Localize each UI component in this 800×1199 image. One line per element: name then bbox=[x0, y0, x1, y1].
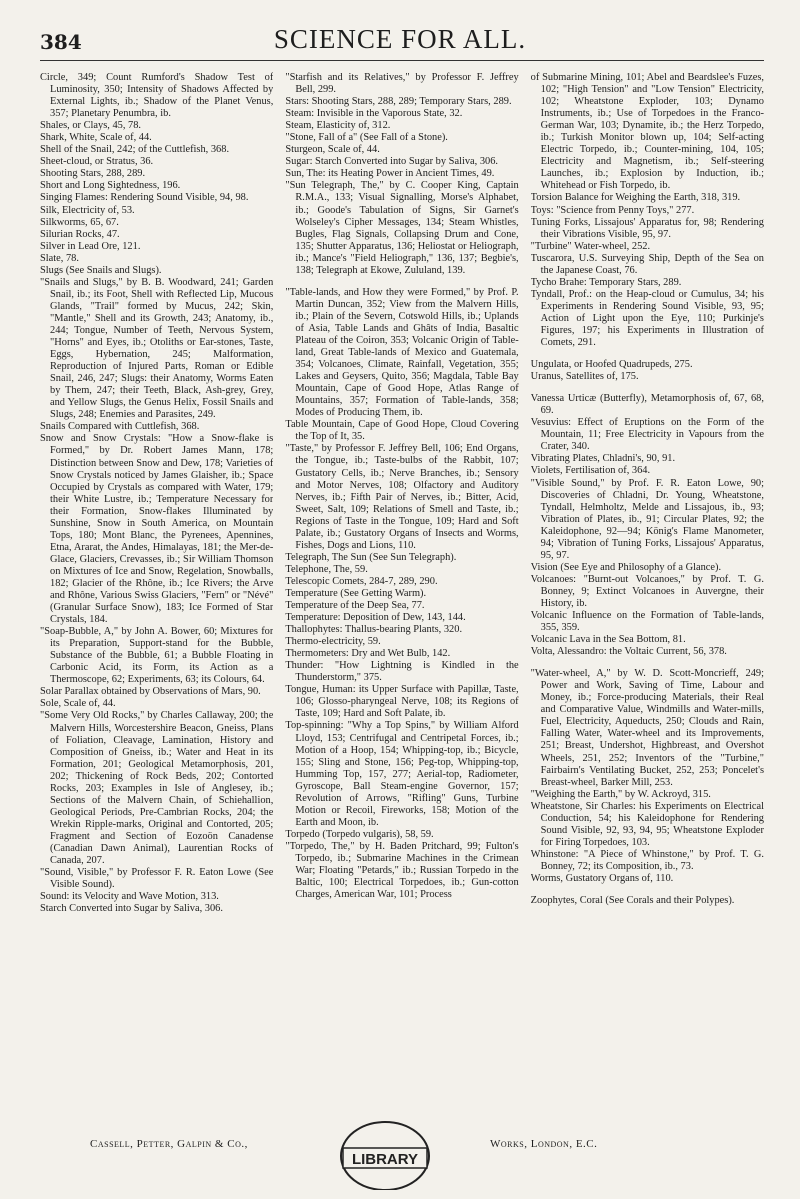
index-entry: Violets, Fertilisation of, 364. bbox=[530, 465, 651, 477]
index-entry: Starch Converted into Sugar by Saliva, 306. bbox=[40, 903, 223, 915]
index-entry: Tongue, Human: its Upper Surface with Papillæ, Taste, 106; Glosso-pharyngeal Nerve, 108; its Regions of Taste, 109; Hard and Soft Palate, ib. bbox=[285, 684, 519, 720]
index-entry: Tuscarora, U.S. Surveying Ship, Depth of the Sea on the Japanese Coast, 76. bbox=[530, 252, 764, 276]
index-entry: Zoophytes, Coral (See Corals and their Polypes). bbox=[530, 895, 735, 907]
index-entry: of Submarine Mining, 101; Abel and Beardslee's Fuzes, 102; "High Tension" and "Low Tension" Electricity, 102; Wheatstone Exploder, 103; Dynamo Instruments, ib.; Use of Torpedoes in the Franco-German War, 103; Dynamite, ib.; the Herz Torpedo, ib.; Turkish Monitor blown up, 104; Self-acting Electric Torpedo, ib.; Counter-mining, 104, 105; Electricity and Magnetism, ib.; Self-steering Launches, ib.; Explosion by Induction, ib.; Whitehead or Fish Torpedo, ib. bbox=[530, 72, 764, 192]
index-entry: Snow and Snow Crystals: "How a Snow-flake is Formed," by Dr. Robert James Mann, 178; Distinction between Snow and Dew, 178; Varieties of Snow Crystals noticed by James Glaisher, ib.; Space Occupied by Crystals as compared with Water, 179; their White Lustre, ib.; Temperature Necessary for their Formation, Snow-flakes Illuminated by Sunshine, Snow in South America, on Mountain Tops, 180; Mont Blanc, the Pyrenees, Apennines, Etna, Ararat, the Andes, Himalayas, 181; the Mer-de-Glace, Glaciers, Crevasses, ib.; Sir William Thomson on Mixtures of Ice and Snow, Regelation, Snowballs, 182; Glacier of the Rhône, ib.; Ice Rivers; the Arve and Rhône, Various Swiss Glaciers, "Fern" or "Névé" (Granular Surface Snow), 183; Ice Formed of Star Crystals, 184. bbox=[40, 433, 274, 626]
index-entry: Torpedo (Torpedo vulgaris), 58, 59. bbox=[285, 828, 434, 840]
header-rule bbox=[40, 60, 764, 61]
index-entry: Volcanoes: "Burnt-out Volcanoes," by Prof. T. G. Bonney, 9; Extinct Volcanoes in Auvergne, their History, ib. bbox=[530, 573, 764, 609]
index-entry: "Table-lands, and How they were Formed," by Prof. P. Martin Duncan, 352; View from the Malvern Hills, ib.; Plain of the Severn, Cotswold Hills, ib.; Uplands of Asia, Table Lands and Ghâts of India, Basaltic Plateau of the Coiron, 353; Volcanic Origin of Table-land, Great Table-lands of Mexico and Guatemala, 354; Volcanoes, Climate, Rainfall, Vegetation, 355; Lakes and Geysers, Quito, 356; Magdala, Table Bay Mountain, Cape of Good Hope, Atlas Range of Mountains, 357; Formation of Table-lands, 358; Modes of Producing Them, ib. bbox=[285, 286, 519, 419]
index-entry: Silver in Lead Ore, 121. bbox=[40, 240, 141, 252]
index-entry: "Sound, Visible," by Professor F. R. Eaton Lowe (See Visible Sound). bbox=[40, 867, 274, 891]
index-entry: Table Mountain, Cape of Good Hope, Cloud Covering the Top of It, 35. bbox=[285, 419, 519, 443]
index-entry: Thermometers: Dry and Wet Bulb, 142. bbox=[285, 648, 451, 660]
index-entry: Steam, Elasticity of, 312. bbox=[285, 120, 391, 132]
index-entry: Thallophytes: Thallus-bearing Plants, 320. bbox=[285, 624, 463, 636]
index-entry: "Torpedo, The," by H. Baden Pritchard, 99; Fulton's Torpedo, ib.; Submarine Machines in the Crimean War; Floating "Petards," ib.; Russian Torpedo in the Baltic, 100; Electrical Torpedoes, ib.; Gun-cotton Charges, American War, 101; Process bbox=[285, 840, 519, 901]
index-column-right bbox=[531, 72, 764, 1132]
index-entry: Tuning Forks, Lissajous' Apparatus for, 98; Rendering their Vibrations Visible, 95, 97. bbox=[530, 216, 764, 240]
index-entry: Vibrating Plates, Chladni's, 90, 91. bbox=[530, 453, 676, 465]
index-entry: "Taste," by Professor F. Jeffrey Bell, 106; End Organs, the Tongue, ib.; Taste-bulbs of the Rabbit, 107; Gustatory Cells, ib.; Nerve Branches, ib.; Sensory and Motor Nerves, 108; Olfactory and Auditory Nerves, ib.; Fifth Pair of Nerves, ib.; Bitter, Acid, Sweet, Salt, 109; Relations of Smell and Taste, ib.; Regions of Taste in the Tongue, 109; Hard and Soft Palate, ib.; Gustatory Organs of Insects and Worms, Fishes, Dogs and Lions, 110. bbox=[285, 443, 519, 551]
index-entry: Circle, 349; Count Rumford's Shadow Test of Luminosity, 350; Intensity of Shadows Affected by External Lights, ib.; Shadow of the Planet Venus, 357; Planetary Penumbra, ib. bbox=[40, 72, 274, 120]
index-entry: Torsion Balance for Weighing the Earth, 318, 319. bbox=[530, 192, 741, 204]
index-entry: Sugar: Starch Converted into Sugar by Saliva, 306. bbox=[285, 156, 499, 168]
index-entry: Shooting Stars, 288, 289. bbox=[40, 168, 146, 180]
index-entry: Sole, Scale of, 44. bbox=[40, 698, 116, 710]
page-number: 384 bbox=[40, 30, 82, 54]
index-entry: Tyndall, Prof.: on the Heap-cloud or Cumulus, 34; his Experiments in Rendering Sound Visible, 93, 95; Action of Light upon the Eye, 110; Purkinje's Figures, 197; his Experiments in Illustration of Comets, 291. bbox=[530, 288, 764, 349]
index-entry: Silk, Electricity of, 53. bbox=[40, 204, 135, 216]
index-entry: Tycho Brahe: Temporary Stars, 289. bbox=[530, 276, 682, 288]
index-entry: Volta, Alessandro: the Voltaic Current, 56, 378. bbox=[530, 646, 727, 658]
index-entry: Solar Parallax obtained by Observations of Mars, 90. bbox=[40, 686, 261, 698]
index-entry: Telescopic Comets, 284-7, 289, 290. bbox=[285, 575, 438, 587]
index-entry: Whinstone: "A Piece of Whinstone," by Prof. T. G. Bonney, 72; its Composition, ib., 73. bbox=[530, 848, 764, 872]
index-entry: Toys: "Science from Penny Toys," 277. bbox=[530, 204, 695, 216]
index-entry: Uranus, Satellites of, 175. bbox=[530, 371, 639, 383]
library-stamp bbox=[325, 1118, 445, 1190]
index-entry: Steam: Invisible in the Vaporous State, 32. bbox=[285, 108, 463, 120]
index-entry: "Some Very Old Rocks," by Charles Callaway, 200; the Malvern Hills, Worcestershire Beacon, Gneiss, Plans of Foliation, Cleavage, Lamination, History and Composition of Gneiss, ib.; Water and Heat in its Formation, 201; Geological Metamorphosis, 201, 202; Thickening of Rock Beds, 202; Contorted Rocks, 203; Examples in Isle of Anglesey, ib.; Sections of the Malvern Chain, of Schiehallion, Geological Periods, Pre-Cambrian Rocks, 204; the Wrekin Ripple-marks, Original and Contorted, 205; Fragment and Section of Eozoön Canadense (Canadian Dawn Animal), Laurentian Rocks of Canada, 207. bbox=[40, 710, 274, 867]
index-entry: Volcanic Lava in the Sea Bottom, 81. bbox=[530, 634, 686, 646]
index-entry: Temperature (See Getting Warm). bbox=[285, 587, 427, 599]
publisher-right: Works, London, E.C. bbox=[490, 1138, 598, 1150]
index-entry: Slugs (See Snails and Slugs). bbox=[40, 264, 162, 276]
index-column-middle bbox=[285, 72, 518, 1132]
index-entry: Vesuvius: Effect of Eruptions on the Form of the Mountain, 11; Free Electricity in Vapours from the Crater, 340. bbox=[530, 417, 764, 453]
index-entry: Telephone, The, 59. bbox=[285, 563, 368, 575]
index-entry: Volcanic Influence on the Formation of Table-lands, 355, 359. bbox=[530, 610, 764, 634]
index-entry: Short and Long Sightedness, 196. bbox=[40, 180, 181, 192]
index-entry: Singing Flames: Rendering Sound Visible, 94, 98. bbox=[40, 192, 249, 204]
index-entry: Snails Compared with Cuttlefish, 368. bbox=[40, 421, 200, 433]
index-entry: Shark, White, Scale of, 44. bbox=[40, 132, 152, 144]
index-entry: Wheatstone, Sir Charles: his Experiments on Electrical Conduction, 54; his Kaleidophone for Rendering Sound Visible, 92, 93, 94, 95; Wheatstone Exploder for Firing Torpedoes, 103. bbox=[530, 800, 764, 848]
index-columns bbox=[40, 72, 764, 1132]
index-entry: "Snails and Slugs," by B. B. Woodward, 241; Garden Snail, ib.; its Foot, Shell with Reflected Lip, Mucous Glands, "Trail" formed by Mucus, 242; Skin, "Mantle," Shell and its Growth, 243; Anatomy, ib., 244; Tongue, Number of Teeth, Nervous System, "Horns" and Eyes, ib.; Otoliths or Ear-stones, Taste, Eggs, Hybernation, 245; Malformation, Reproduction of Injured Parts, Roman or Edible Snail, 246, 247; Slugs: their Anatomy, Worms Eaten by Them, 247; their Teeth, Black, Ash-grey, Grey, and Yellow Slugs, the Genus Helix, Fossil Snails and Slugs, 248; Enemies and Parasites, 249. bbox=[40, 276, 274, 421]
index-entry: Top-spinning: "Why a Top Spins," by William Alford Lloyd, 153; Centrifugal and Centripetal Forces, ib.; Motion of a Hoop, 154; Whipping-top, ib.; Bicycle, 155; Sling and Stone, 156; Peg-top, Whipping-top, Humming Top, 157, 277; Aerial-top, Radiometer, Gyroscope, Ball Steam-engine Governor, 157; Revolution of Arrows, "Rifling" Guns, Turbine Motion or Recoil, Fireworks, 158; Motion of the Earth and Moon, ib. bbox=[285, 720, 519, 828]
index-entry: "Weighing the Earth," by W. Ackroyd, 315. bbox=[530, 788, 711, 800]
index-column-left bbox=[40, 72, 273, 1132]
index-entry: "Turbine" Water-wheel, 252. bbox=[530, 240, 651, 252]
index-entry: Thunder: "How Lightning is Kindled in the Thunderstorm," 375. bbox=[285, 660, 519, 684]
index-entry: Slate, 78. bbox=[40, 252, 79, 264]
publisher-footer bbox=[90, 1138, 598, 1150]
index-entry: Sturgeon, Scale of, 44. bbox=[285, 144, 380, 156]
index-entry: Vanessa Urticæ (Butterfly), Metamorphosis of, 67, 68, 69. bbox=[530, 393, 764, 417]
index-entry: "Soap-Bubble, A," by John A. Bower, 60; Mixtures for its Preparation, Support-stand for the Bubble, Substance of the Bubble, 61; a Bubble Floating in Carbonic Acid, its Form, its Action as a Thermoscope, 62; Experiments, 63; its Colours, 64. bbox=[40, 626, 274, 686]
index-entry: "Starfish and its Relatives," by Professor F. Jeffrey Bell, 299. bbox=[285, 72, 519, 96]
index-entry: "Visible Sound," by Prof. F. R. Eaton Lowe, 90; Discoveries of Chladni, Dr. Young, Wheatstone, Tyndall, Helmholtz, Melde and Lissajous, ib., 93; Vibration of Plates, ib., 91; Circular Plates, 92; the Kaleidophone, 92—94; König's Flame Manometer, 94; Vibration of Tuning Forks, Lissajous' Apparatus, 95, 97. bbox=[530, 477, 764, 561]
index-entry: Thermo-electricity, 59. bbox=[285, 636, 381, 648]
index-entry: Shales, or Clays, 45, 78. bbox=[40, 120, 142, 132]
index-entry: Silurian Rocks, 47. bbox=[40, 228, 120, 240]
index-entry: "Sun Telegraph, The," by C. Cooper King, Captain R.M.A., 133; Visual Signalling, Morse's Alphabet, ib.; Goode's Tabulation of Signs, Sir Garnet's Wolseley's Cipher Messages, 134; Steam Whistles, Bugles, Flag Signals, Collapsing Drum and Cone, 135; Shutter Apparatus, 136; Heliostat or Heliograph, ib.; Mance's "Field Heliograph," 136, 137; Begbie's, 138; Telegraph at Ekowe, Zululand, 139. bbox=[285, 180, 519, 276]
index-entry: Stars: Shooting Stars, 288, 289; Temporary Stars, 289. bbox=[285, 96, 512, 108]
running-head-title: SCIENCE FOR ALL. bbox=[273, 24, 527, 54]
index-entry: Sun, The: its Heating Power in Ancient Times, 49. bbox=[285, 168, 495, 180]
index-entry: Worms, Gustatory Organs of, 110. bbox=[530, 873, 674, 884]
index-entry: Sheet-cloud, or Stratus, 36. bbox=[40, 156, 154, 168]
index-entry: Temperature of the Deep Sea, 77. bbox=[285, 600, 425, 612]
index-entry: Silkworms, 65, 67. bbox=[40, 216, 119, 228]
index-entry: Sound: its Velocity and Wave Motion, 313. bbox=[40, 891, 219, 903]
index-entry: "Water-wheel, A," by W. D. Scott-Moncrieff, 249; Power and Work, Saving of Time, Labour and Money, ib.; Force-producing Materials, their Real and Comparative Value, Windmills and Water-mills, Fuel, Electricity, Aqueducts, 250; Clouds and Rain, Falling Water, Water-wheel and its Improvements, 251; Breast, Undershot, Highbreast, and Overshot Wheels, 251, 252; Inventors of the "Turbine," Fairbairn's Ventilating Bucket, 252, 253; Poncelet's Breast-wheel, Barker Mill, 253. bbox=[530, 668, 764, 788]
index-entry: Shell of the Snail, 242; of the Cuttlefish, 368. bbox=[40, 144, 230, 156]
index-entry: "Stone, Fall of a" (See Fall of a Stone). bbox=[285, 132, 448, 144]
index-entry: Telegraph, The Sun (See Sun Telegraph). bbox=[285, 551, 457, 563]
publisher-left: Cassell, Petter, Galpin & Co., bbox=[90, 1138, 248, 1150]
index-entry: Temperature: Deposition of Dew, 143, 144. bbox=[285, 612, 466, 624]
stamp-text: LIBRARY bbox=[351, 1151, 419, 1168]
index-entry: Ungulata, or Hoofed Quadrupeds, 275. bbox=[530, 359, 693, 371]
index-entry: Vision (See Eye and Philosophy of a Glance). bbox=[530, 561, 722, 573]
